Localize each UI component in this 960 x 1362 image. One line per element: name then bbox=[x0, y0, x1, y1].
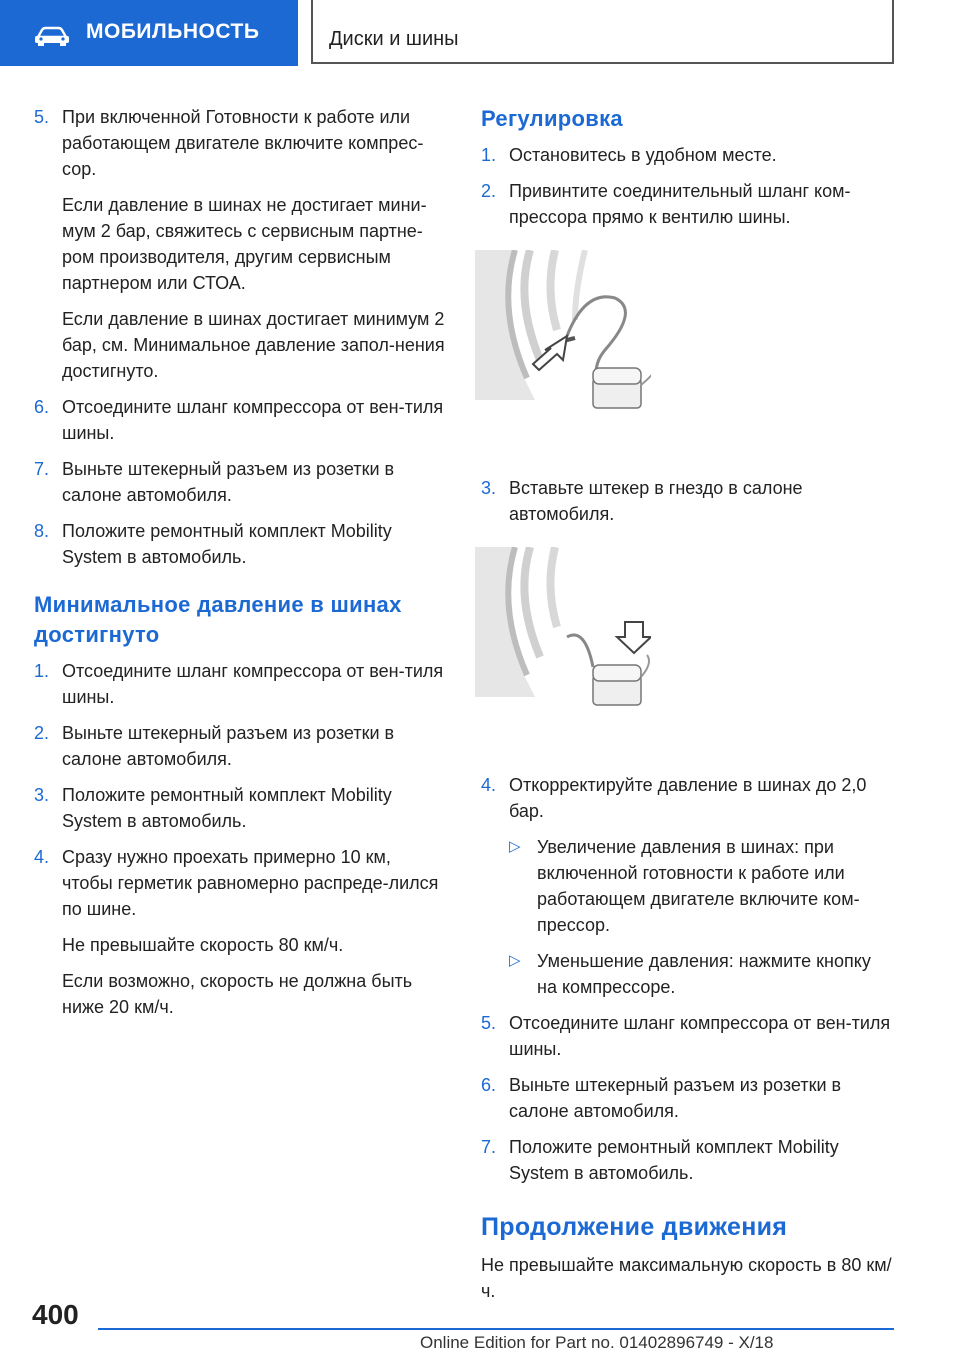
step-text: Вставьте штекер в гнездо в салоне автомобиля. bbox=[509, 478, 803, 524]
step-number: 7. bbox=[481, 1137, 497, 1157]
plug-into-socket-illustration bbox=[475, 547, 651, 737]
step-3 bbox=[34, 782, 446, 834]
step-text: Отсоедините шланг компрессора от вен-тиля шины. bbox=[62, 397, 444, 443]
step-text: Выньте штекерный разъем из розетки в салоне автомобиля. bbox=[62, 459, 395, 505]
section-title-continue-driving: Продолжение движения bbox=[481, 1213, 788, 1241]
step-text: Если давление в шинах не достигает мини-мум 2 бар, свяжитесь с сервисным партне-ром производителя, другим сервисным партнером или СТОА. bbox=[62, 195, 427, 293]
page-number: 400 bbox=[32, 1299, 79, 1330]
sub-item-decrease bbox=[509, 948, 893, 1000]
compressor-hose-to-valve-illustration bbox=[475, 250, 651, 440]
step-text: Привинтите соединительный шланг ком-прессора прямо к вентилю шины. bbox=[509, 181, 851, 227]
step-number: 5. bbox=[481, 1013, 497, 1033]
step-number: 1. bbox=[481, 145, 497, 165]
step-number: 7. bbox=[34, 459, 50, 479]
step-5 bbox=[481, 1010, 893, 1062]
step-text: Положите ремонтный комплект Mobility System в автомобиль. bbox=[509, 1137, 839, 1183]
step-text: Остановитесь в удобном месте. bbox=[509, 145, 777, 165]
section-title-min-pressure: Минимальное давление в шинах достигнуто bbox=[34, 592, 402, 647]
sub-item-increase bbox=[509, 834, 893, 938]
step-text: Не превышайте скорость 80 км/ч. bbox=[62, 935, 344, 955]
step-6 bbox=[34, 394, 446, 446]
step-text: Если возможно, скорость не должна быть ниже 20 км/ч. bbox=[62, 971, 413, 1017]
step-text: Отсоедините шланг компрессора от вен-тиля шины. bbox=[62, 661, 444, 707]
step-number: 3. bbox=[481, 478, 497, 498]
step-8 bbox=[34, 518, 446, 570]
step-text: При включенной Готовности к работе или работающем двигателе включите компрес-сор. bbox=[62, 107, 424, 179]
step-4 bbox=[34, 844, 446, 1020]
sub-item-text: Увеличение давления в шинах: при включенной готовности к работе или работающем двигателе включите ком-прессор. bbox=[537, 837, 860, 935]
step-7 bbox=[34, 456, 446, 508]
step-2 bbox=[481, 178, 893, 230]
step-6 bbox=[481, 1072, 893, 1124]
bullet-triangle-icon: ▷ bbox=[509, 838, 521, 855]
step-3 bbox=[481, 475, 893, 527]
step-text: Выньте штекерный разъем из розетки в салоне автомобиля. bbox=[62, 723, 395, 769]
step-1 bbox=[481, 142, 893, 168]
step-number: 4. bbox=[34, 847, 50, 867]
car-icon bbox=[34, 26, 70, 46]
step-5 bbox=[34, 104, 446, 384]
step-number: 3. bbox=[34, 785, 50, 805]
edition-info: Online Edition for Part no. 01402896749 - X/18 bbox=[420, 1333, 774, 1352]
section-tab[interactable] bbox=[0, 0, 298, 66]
step-number: 8. bbox=[34, 521, 50, 541]
section-tab-label: МОБИЛЬНОСТЬ bbox=[86, 20, 260, 43]
step-text: Положите ремонтный комплект Mobility System в автомобиль. bbox=[62, 521, 392, 567]
step-number: 1. bbox=[34, 661, 50, 681]
step-number: 2. bbox=[34, 723, 50, 743]
topic-header bbox=[311, 0, 894, 64]
topic-title: Диски и шины bbox=[329, 28, 459, 50]
left-column bbox=[34, 104, 446, 1030]
step-text: Если давление в шинах достигает минимум 2 бар, см. Минимальное давление запол-нения достигнуто. bbox=[62, 309, 445, 381]
step-7 bbox=[481, 1134, 893, 1186]
section-title-adjustment: Регулировка bbox=[481, 106, 623, 131]
step-2 bbox=[34, 720, 446, 772]
step-1 bbox=[34, 658, 446, 710]
sub-item-text: Уменьшение давления: нажмите кнопку на компрессоре. bbox=[537, 951, 871, 997]
step-text: Выньте штекерный разъем из розетки в салоне автомобиля. bbox=[509, 1075, 842, 1121]
step-text: Положите ремонтный комплект Mobility System в автомобиль. bbox=[62, 785, 392, 831]
step-number: 4. bbox=[481, 775, 497, 795]
step-number: 2. bbox=[481, 181, 497, 201]
footer-divider bbox=[98, 1328, 894, 1330]
step-text: Сразу нужно проехать примерно 10 км, чтобы герметик равномерно распреде-лился по шине. bbox=[62, 847, 439, 919]
step-text: Откорректируйте давление в шинах до 2,0 бар. bbox=[509, 775, 867, 821]
right-column bbox=[481, 104, 893, 1304]
step-4 bbox=[481, 772, 893, 1000]
step-number: 5. bbox=[34, 107, 50, 127]
step-number: 6. bbox=[34, 397, 50, 417]
step-number: 6. bbox=[481, 1075, 497, 1095]
bullet-triangle-icon: ▷ bbox=[509, 952, 521, 969]
step-text: Отсоедините шланг компрессора от вен-тиля шины. bbox=[509, 1013, 891, 1059]
continue-driving-text: Не превышайте максимальную скорость в 80 км/ч. bbox=[481, 1255, 892, 1301]
